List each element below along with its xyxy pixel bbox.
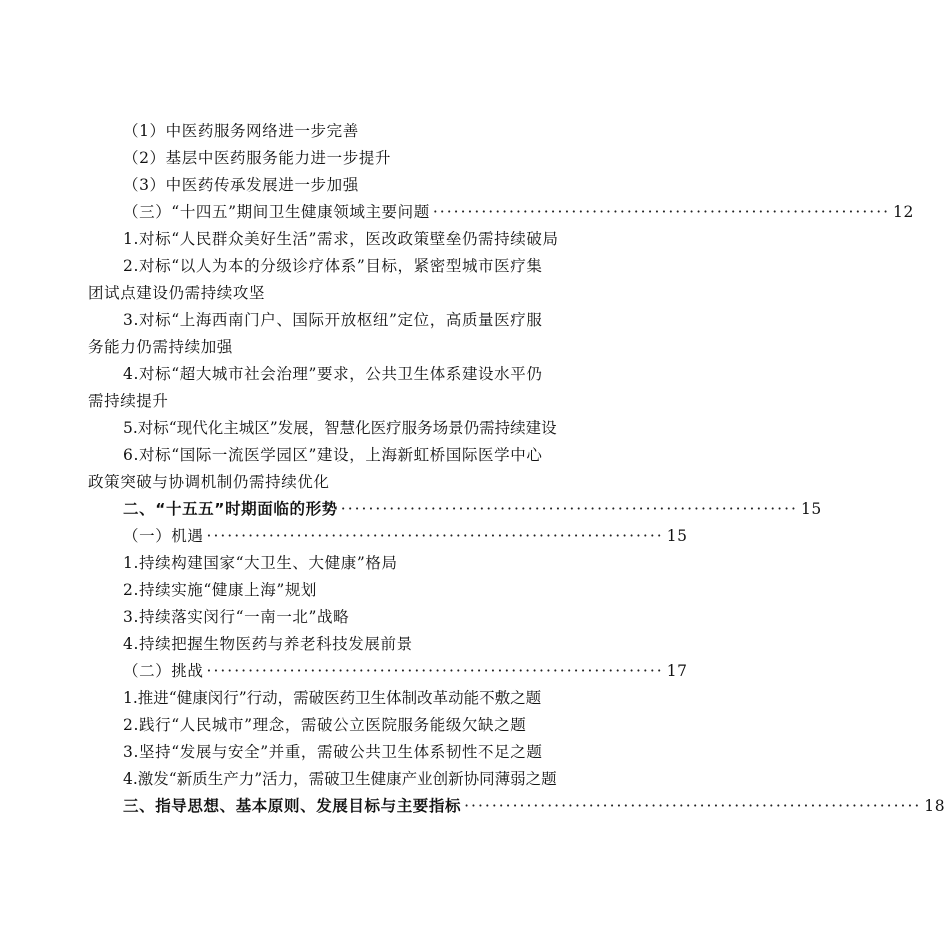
toc-page-number: 12 — [893, 203, 914, 221]
toc-entry-text: 1.对标“人民群众美好生活”需求，医改政策壁垒仍需持续破局 — [123, 230, 559, 248]
toc-entry-text: 4.持续把握生物医药与养老科技发展前景 — [123, 635, 413, 653]
toc-entry[interactable] — [123, 364, 542, 384]
toc-entry[interactable] — [123, 310, 542, 330]
toc-page-number: 18 — [924, 797, 945, 815]
toc-entry-text: 2.对标“以人为本的分级诊疗体系”目标，紧密型城市医疗集 — [123, 257, 543, 275]
toc-entry[interactable] — [123, 715, 526, 735]
toc-entry-text: 3.对标“上海西南门户、国际开放枢纽”定位，高质量医疗服 — [123, 311, 543, 329]
toc-entry-text: 1.持续构建国家“大卫生、大健康”格局 — [123, 554, 398, 572]
toc-entry-text: （3）中医药传承发展进一步加强 — [123, 176, 359, 194]
toc-entry-text: 5.对标“现代化主城区”发展，智慧化医疗服务场景仍需持续建设 — [123, 419, 557, 437]
toc-page-number: 15 — [800, 500, 822, 518]
toc-entry-text: 4.对标“超大城市社会治理”要求，公共卫生体系建设水平仍 — [123, 365, 543, 383]
toc-entry-text: （一）机遇 — [123, 527, 204, 545]
toc-entry-continuation[interactable] — [88, 283, 265, 303]
toc-leader-dots: ·································································· — [464, 797, 922, 815]
toc-entry-continuation[interactable] — [88, 337, 233, 357]
toc-entry[interactable] — [123, 661, 688, 681]
toc-entry-text: （1）中医药服务网络进一步完善 — [123, 122, 359, 140]
toc-entry[interactable] — [123, 445, 542, 465]
toc-entry-text: 2.持续实施“健康上海”规划 — [123, 581, 318, 599]
toc-entry[interactable] — [123, 634, 413, 654]
toc-section-heading[interactable] — [123, 499, 822, 519]
toc-entry-text: 需持续提升 — [88, 392, 169, 410]
toc-entry-text: 二、“十五五”时期面临的形势 — [123, 500, 338, 518]
toc-section-heading[interactable] — [123, 796, 945, 816]
toc-entry-text: 3.坚持“发展与安全”并重，需破公共卫生体系韧性不足之题 — [123, 743, 543, 761]
toc-entry[interactable] — [123, 688, 541, 708]
toc-entry-text: （二）挑战 — [123, 662, 204, 680]
toc-entry[interactable] — [123, 742, 542, 762]
toc-entry[interactable] — [123, 553, 398, 573]
toc-leader-dots: ·································································· — [206, 662, 664, 680]
toc-entry-text: 3.持续落实闵行“一南一北”战略 — [123, 608, 350, 626]
toc-entry[interactable] — [123, 580, 317, 600]
toc-entry[interactable] — [123, 418, 557, 438]
toc-page-number: 15 — [666, 527, 688, 545]
toc-entry-text: 1.推进“健康闵行”行动，需破医药卫生体制改革动能不敷之题 — [123, 689, 542, 707]
toc-entry-text: 务能力仍需持续加强 — [88, 338, 233, 356]
toc-leader-dots: ·································································· — [432, 203, 891, 221]
toc-entry[interactable] — [123, 256, 542, 276]
toc-entry[interactable] — [123, 121, 359, 141]
toc-entry-text: 团试点建设仍需持续攻坚 — [88, 284, 266, 302]
toc-entry-text: 6.对标“国际一流医学园区”建设，上海新虹桥国际医学中心 — [123, 446, 543, 464]
toc-entry[interactable] — [123, 229, 559, 249]
toc-entry-text: 2.践行“人民城市”理念，需破公立医院服务能级欠缺之题 — [123, 716, 527, 734]
toc-entry-text: （三）“十四五”期间卫生健康领域主要问题 — [123, 203, 430, 221]
toc-entry[interactable] — [123, 769, 557, 789]
toc-entry-text: 4.激发“新质生产力”活力，需破卫生健康产业创新协同薄弱之题 — [123, 770, 557, 788]
toc-leader-dots: ·································································· — [340, 500, 798, 518]
toc-entry-text: 三、指导思想、基本原则、发展目标与主要指标 — [123, 797, 462, 815]
toc-entry[interactable] — [123, 607, 349, 627]
toc-entry[interactable] — [123, 202, 914, 222]
toc-entry-continuation[interactable] — [88, 472, 330, 492]
toc-entry[interactable] — [123, 526, 688, 546]
toc-page-number: 17 — [666, 662, 688, 680]
toc-entry[interactable] — [123, 175, 359, 195]
toc-entry-continuation[interactable] — [88, 391, 169, 411]
toc-entry[interactable] — [123, 148, 391, 168]
toc-entry-text: 政策突破与协调机制仍需持续优化 — [88, 473, 330, 491]
toc-entry-text: （2）基层中医药服务能力进一步提升 — [123, 149, 392, 167]
toc-leader-dots: ·································································· — [206, 527, 664, 545]
